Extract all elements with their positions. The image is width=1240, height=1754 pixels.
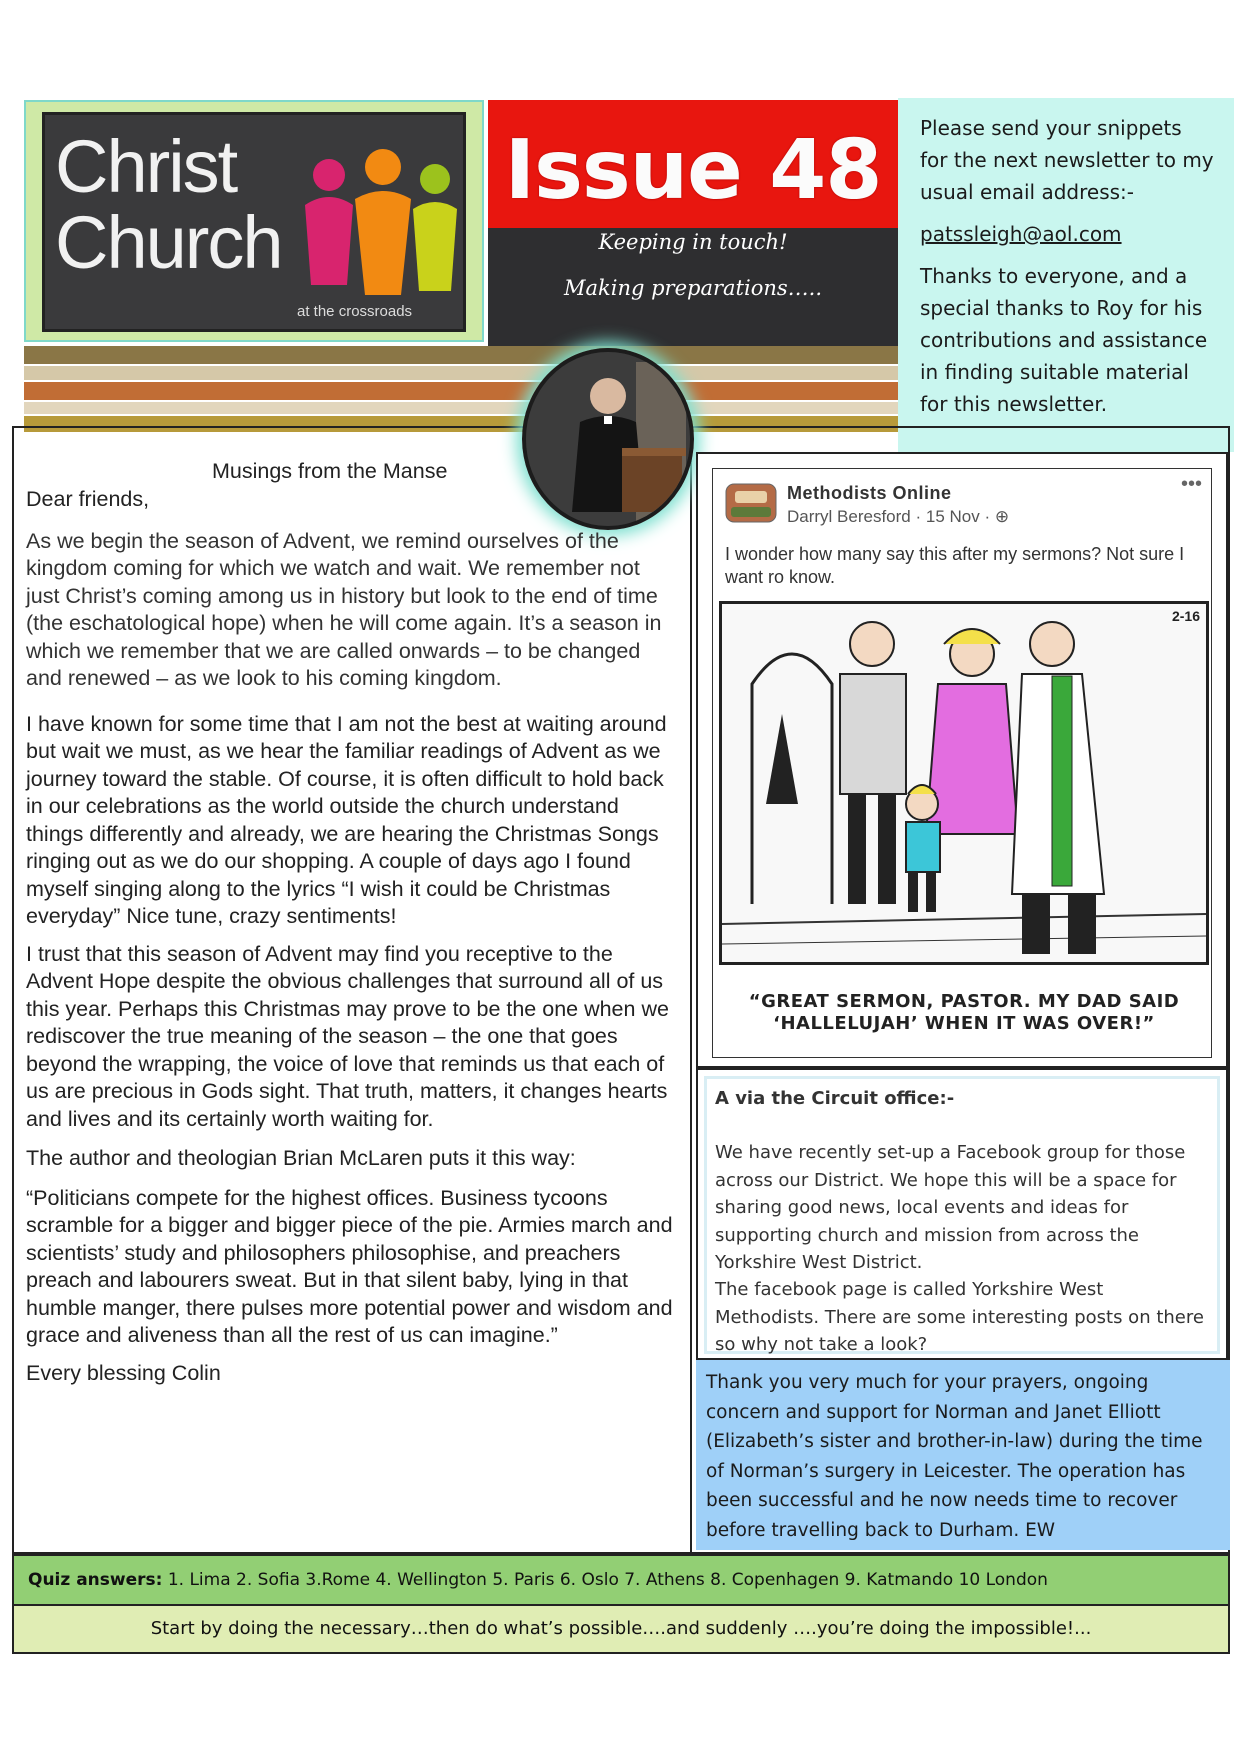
email-link[interactable]: patssleigh@aol.com	[920, 222, 1122, 246]
group-avatar-icon	[725, 483, 777, 523]
header-stripe	[24, 382, 898, 400]
header-stripe	[24, 402, 898, 414]
snippets-thanks: Thanks to everyone, and a special thanks to Roy for his contributions and assistance in finding suitable material for this newsletter.	[920, 264, 1208, 416]
circuit-body-1: We have recently set-up a Facebook group for those across our District. We hope this will be a space for sharing good news, local events and ideas for supporting church and mission from across the Yorkshire West District.	[715, 1142, 1186, 1274]
snippets-request: Please send your snippets for the next newsletter to my usual email address:-	[920, 116, 1214, 204]
quiz-answers-bar	[12, 1554, 1230, 1606]
musings-article	[26, 460, 676, 1387]
facebook-poster: Darryl Beresford · 15 Nov · ⊕	[787, 507, 1010, 526]
thanks-note: Thank you very much for your prayers, ongoing concern and support for Norman and Janet Elliott (Elizabeth’s sister and brother-in-law) during the time of Norman’s surgery in Leicester. The operation has been successful and he now needs time to recover before travelling back to Durham. EW	[696, 1360, 1230, 1550]
facebook-post	[712, 468, 1212, 1058]
logo-tagline: at the crossroads	[297, 303, 413, 320]
logo-line-christ: Christ	[55, 125, 237, 208]
comic-date: 2-16	[1171, 608, 1200, 624]
people-figures-icon	[295, 145, 465, 315]
musings-paragraph-1: As we begin the season of Advent, we remind ourselves of the kingdom coming for which we watch and wait. We remember not just Christ’s coming among us in history but look to the end of time (the eschatological hope) when he will come again. It’s a season in which we remember that we are called onwards – to be changed and renewed – as we look to his coming kingdom.	[26, 528, 662, 690]
issue-banner	[488, 100, 898, 228]
header-stripe	[24, 346, 898, 364]
header-stripe	[24, 366, 898, 380]
musings-signoff: Every blessing Colin	[26, 1360, 221, 1385]
circuit-heading: A via the Circuit office:-	[715, 1088, 955, 1109]
circuit-office-notice	[704, 1076, 1220, 1354]
quiz-answers: 1. Lima 2. Sofia 3.Rome 4. Wellington 5. Paris 6. Oslo 7. Athens 8. Copenhagen 9. Katmando 10 London	[162, 1570, 1048, 1590]
musings-paragraph-2: I have known for some time that I am not the best at waiting around but wait we must, as we hear the familiar readings of Advent as we journey toward the stable. Of course, it is often difficult to hold back in our celebrations as the world outside the church understand things differently and already, we are hearing the Christmas Songs ringing out as we do our shopping. A couple of days ago I found myself singing along to the lyrics “I wish it could be Christmas everyday” Nice tune, crazy sentiments!	[26, 711, 667, 928]
circuit-office-panel	[696, 1068, 1228, 1360]
musings-paragraph-4: The author and theologian Brian McLaren puts it this way:	[26, 1146, 576, 1170]
musings-quote: “Politicians compete for the highest offices. Business tycoons scramble for a bigger and bigger piece of the pie. Armies march and scientists’ study and philosophers philosophise, and preachers preach and labourers sweat. But in that silent baby, lying in that humble manger, there pulses more potential power and wisdom and grace and aliveness than all the rest of us can imagine.”	[26, 1185, 673, 1347]
facebook-post-text: I wonder how many say this after my sermons? Not sure I want ro know.	[725, 544, 1185, 587]
snippets-notice	[898, 98, 1234, 452]
church-cartoon-drawing	[722, 604, 1206, 962]
more-options-icon[interactable]: •••	[1181, 473, 1203, 495]
issue-title: Issue 48	[504, 123, 882, 218]
facebook-group-name[interactable]: Methodists Online	[787, 483, 952, 503]
comic-caption: “GREAT SERMON, PASTOR. MY DAD SAID ‘HALLELUJAH’ WHEN IT WAS OVER!”	[748, 991, 1180, 1034]
cartoon-panel	[696, 452, 1228, 1068]
circuit-body-2: The facebook page is called Yorkshire West Methodists. There are some interesting posts on there so why not take a look?	[715, 1279, 1204, 1356]
column-divider	[690, 452, 692, 1554]
tagline-panel	[488, 228, 898, 346]
logo-wordmark	[55, 125, 282, 284]
logo-line-church: Church	[55, 201, 282, 284]
motto-bar: Start by doing the necessary…then do what’s possible….and suddenly ….you’re doing the impossible!...	[12, 1604, 1230, 1654]
logo-panel	[24, 100, 484, 342]
comic-strip-image	[719, 601, 1209, 965]
tagline-making-preparations: Making preparations…..	[564, 276, 822, 300]
musings-title: Musings from the Manse	[212, 459, 448, 483]
quiz-label: Quiz answers:	[28, 1570, 163, 1590]
tagline-keeping-in-touch: Keeping in touch!	[598, 230, 788, 254]
church-logo	[42, 112, 466, 332]
musings-greeting: Dear friends,	[26, 487, 150, 511]
musings-paragraph-3: I trust that this season of Advent may find you receptive to the Advent Hope despite the obvious challenges that surround all of us this year. Perhaps this Christmas may prove to be the one when we rediscover the true meaning of the season – the one that goes beyond the wrapping, the voice of love that reminds us that each of us are precious in Gods sight. That truth, matters, it changes hearts and lives and its certainly worth waiting for.	[26, 941, 669, 1131]
